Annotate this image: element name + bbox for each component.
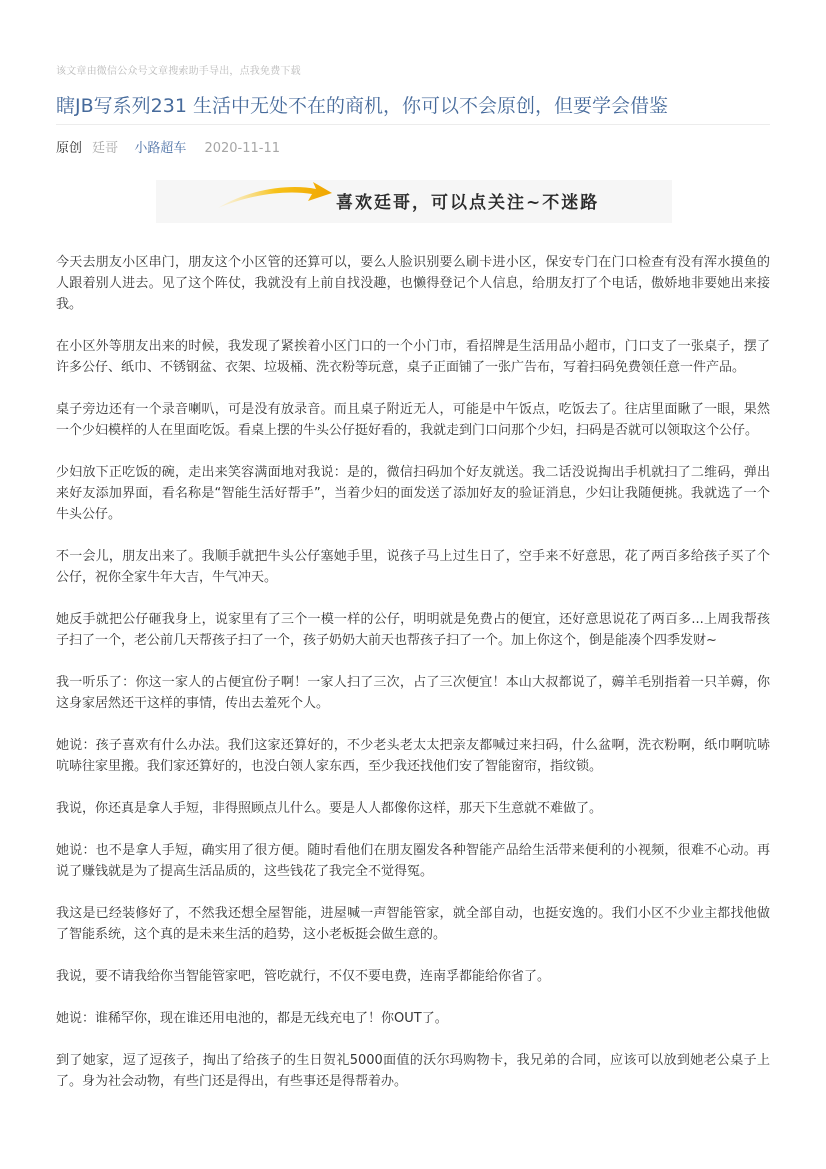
account-link[interactable]: 小路超车 bbox=[134, 141, 187, 156]
paragraph: 她说：也不是拿人手短，确实用了很方便。随时看他们在朋友圈发各种智能产品给生活带来便利的小视频，很难不心动。再说了赚钱就是为了提高生活品质的，这些钱花了我完全不觉得冤。 bbox=[56, 843, 770, 879]
paragraph: 少妇放下正吃饭的碗，走出来笑容满面地对我说：是的，微信扫码加个好友就送。我二话没说掏出手机就扫了二维码，弹出来好友添加界面，看名称是“智能生活好帮手”，当着少妇的面发送了添加好友的验证消息，少妇让我随便挑。我就选了一个牛头公仔。 bbox=[56, 465, 770, 522]
follow-banner bbox=[156, 180, 672, 223]
paragraph: 我说，要不请我给你当智能管家吧，管吃就行，不仅不要电费，连南孚都能给你省了。 bbox=[56, 969, 551, 984]
paragraph: 她说：孩子喜欢有什么办法。我们这家还算好的，不少老头老太太把亲友都喊过来扫码，什么盆啊，洗衣粉啊，纸巾啊吭哧吭哧往家里搬。我们家还算好的，也没白领人家东西，至少我还找他们安了智能窗帘，指纹锁。 bbox=[56, 738, 770, 774]
paragraph: 我这是已经装修好了，不然我还想全屋智能，进屋喊一声智能管家，就全部自动，也挺安逸的。我们小区不少业主都找他做了智能系统，这个真的是未来生活的趋势，这小老板挺会做生意的。 bbox=[56, 906, 770, 942]
publish-date: 2020-11-11 bbox=[204, 141, 281, 156]
swoosh-arrow-icon bbox=[156, 180, 356, 223]
paragraph: 她反手就把公仔砸我身上，说家里有了三个一模一样的公仔，明明就是免费占的便宜，还好意思说花了两百多...上周我帮孩子扫了一个，老公前几天帮孩子扫了一个，孩子奶奶大前天也帮孩子扫了一个。加上你这个，倒是能凑个四季发财~ bbox=[56, 612, 770, 648]
paragraph: 桌子旁边还有一个录音喇叭，可是没有放录音。而且桌子附近无人，可能是中午饭点，吃饭去了。往店里面瞅了一眼，果然一个少妇模样的人在里面吃饭。看桌上摆的牛头公仔挺好看的，我就走到门口问那个少妇，扫码是否就可以领取这个公仔。 bbox=[56, 402, 770, 438]
paragraph: 我说，你还真是拿人手短，非得照顾点儿什么。要是人人都像你这样，那天下生意就不难做了。 bbox=[56, 801, 603, 816]
article-meta bbox=[56, 140, 280, 158]
author-name: 廷哥 bbox=[92, 141, 119, 156]
article-body bbox=[56, 252, 770, 1113]
paragraph: 我一听乐了：你这一家人的占便宜份子啊！一家人扫了三次，占了三次便宜！本山大叔都说了，薅羊毛别指着一只羊薅，你这身家居然还干这样的事情，传出去羞死个人。 bbox=[56, 675, 770, 711]
article-title: 瞎JB写系列231 生活中无处不在的商机，你可以不会原创，但要学会借鉴 bbox=[56, 95, 668, 117]
paragraph: 在小区外等朋友出来的时候，我发现了紧挨着小区门口的一个小门市，看招牌是生活用品小超市，门口支了一张桌子，摆了许多公仔、纸巾、不锈钢盆、衣架、垃圾桶、洗衣粉等玩意，桌子正面铺了一张广告布，写着扫码免费领任意一件产品。 bbox=[56, 339, 770, 375]
paragraph: 今天去朋友小区串门，朋友这个小区管的还算可以，要么人脸识别要么刷卡进小区，保安专门在门口检查有没有浑水摸鱼的人跟着别人进去。见了这个阵仗，我就没有上前自找没趣，也懒得登记个人信息，给朋友打了个电话，傲娇地非要她出来接我。 bbox=[56, 255, 770, 312]
banner-text: 喜欢廷哥，可以点关注~不迷路 bbox=[336, 193, 600, 213]
title-divider bbox=[56, 124, 770, 125]
paragraph: 她说：谁稀罕你，现在谁还用电池的，都是无线充电了！你OUT了。 bbox=[56, 1011, 448, 1026]
original-badge: 原创 bbox=[56, 141, 83, 156]
export-notice[interactable]: 该文章由微信公众号文章搜索助手导出，点我免费下载 bbox=[56, 66, 301, 77]
paragraph: 到了她家，逗了逗孩子，掏出了给孩子的生日贺礼5000面值的沃尔玛购物卡，我兄弟的合同，应该可以放到她老公桌子上了。身为社会动物，有些门还是得出，有些事还是得帮着办。 bbox=[56, 1053, 770, 1089]
paragraph: 不一会儿，朋友出来了。我顺手就把牛头公仔塞她手里，说孩子马上过生日了，空手来不好意思，花了两百多给孩子买了个公仔，祝你全家牛年大吉，牛气冲天。 bbox=[56, 549, 770, 585]
